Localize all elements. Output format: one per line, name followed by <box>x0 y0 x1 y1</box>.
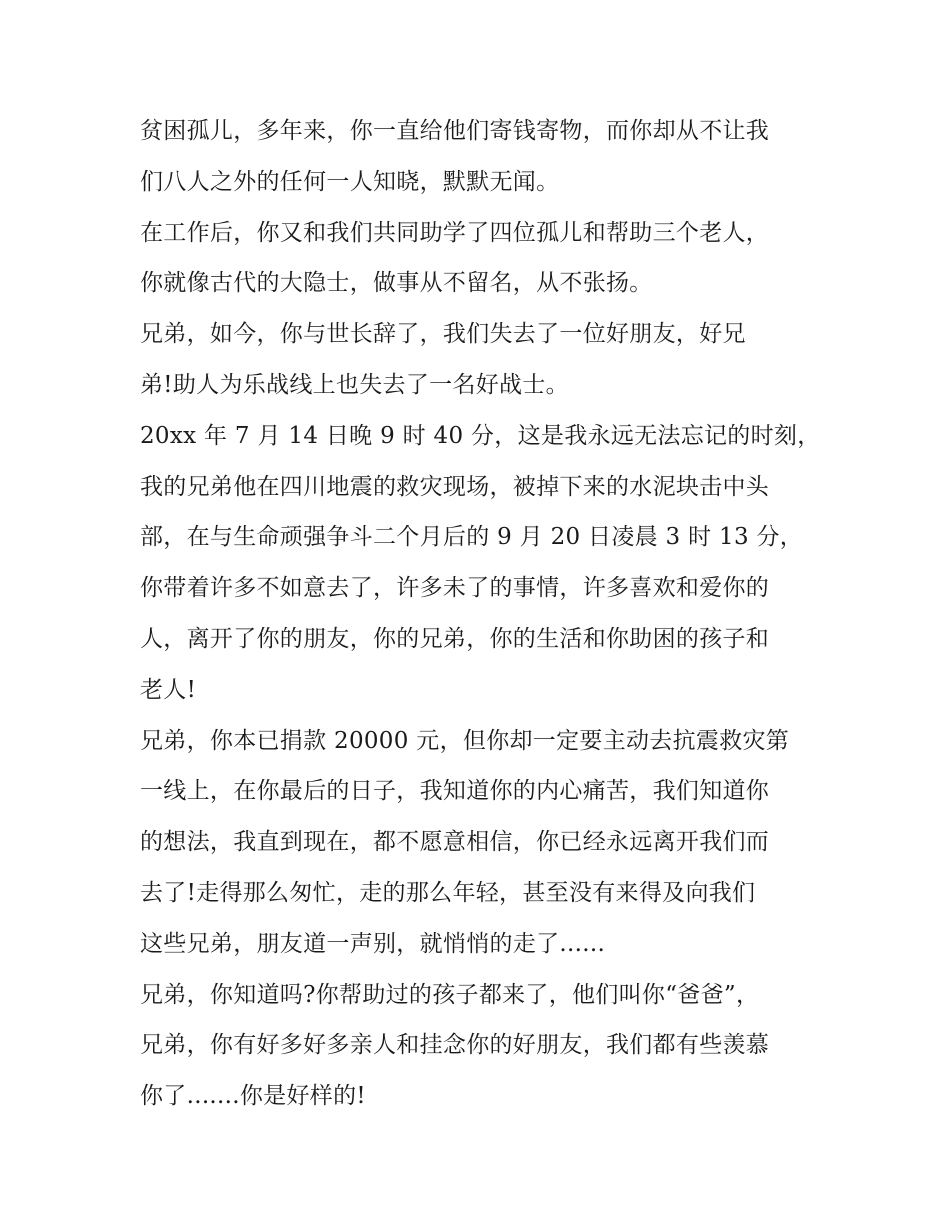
text-line: 20xx 年 7 月 14 日晚 9 时 40 分，这是我永远无法忘记的时刻， <box>140 422 821 449</box>
text-line: 兄弟，你知道吗?你帮助过的孩子都来了，他们叫你“爸爸”， <box>140 981 760 1008</box>
text-line: 这些兄弟，朋友道一声别，就悄悄的走了...... <box>140 930 606 957</box>
document-body <box>140 106 820 1122</box>
text-line: 兄弟，如今，你与世长辞了，我们失去了一位好朋友，好兄 <box>140 321 746 348</box>
text-line: 人，离开了你的朋友，你的兄弟，你的生活和你助困的孩子和 <box>140 625 770 652</box>
text-line: 我的兄弟他在四川地震的救灾现场，被掉下来的水泥块击中头 <box>140 473 770 500</box>
text-line: 你就像古代的大隐士，做事从不留名，从不张扬。 <box>140 270 653 297</box>
text-line: 去了!走得那么匆忙，走的那么年轻，甚至没有来得及向我们 <box>140 879 756 906</box>
text-line: 贫困孤儿，多年来，你一直给他们寄钱寄物，而你却从不让我 <box>140 118 770 144</box>
text-line: 老人! <box>140 676 197 703</box>
text-line: 弟!助人为乐战线上也失去了一名好战士。 <box>140 371 569 398</box>
text-line: 你了.......你是好样的! <box>140 1083 366 1110</box>
text-line: 部，在与生命顽强争斗二个月后的 9 月 20 日凌晨 3 时 13 分， <box>140 524 804 551</box>
text-line: 兄弟，你本已捐款 20000 元，但你却一定要主动去抗震救灾第 <box>140 727 790 754</box>
text-line: 你带着许多不如意去了，许多未了的事情，许多喜欢和爱你的 <box>140 575 770 602</box>
text-line: 们八人之外的任何一人知晓，默默无闻。 <box>140 168 560 195</box>
text-line: 的想法，我直到现在，都不愿意相信，你已经永远离开我们而 <box>140 829 770 856</box>
text-line: 在工作后，你又和我们共同助学了四位孤儿和帮助三个老人， <box>140 219 770 246</box>
text-line: 一线上，在你最后的日子，我知道你的内心痛苦，我们知道你 <box>140 778 770 805</box>
text-line: 兄弟，你有好多好多亲人和挂念你的好朋友，我们都有些羡慕 <box>140 1032 770 1059</box>
